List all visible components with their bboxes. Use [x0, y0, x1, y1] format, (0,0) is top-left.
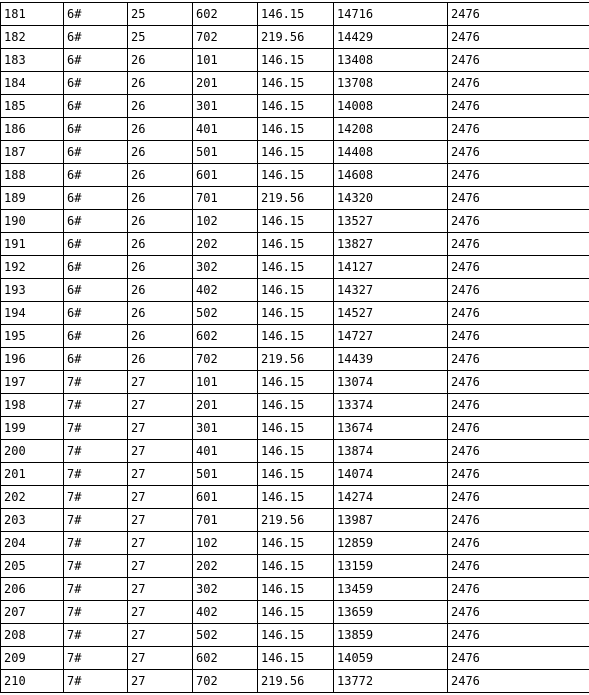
table-row: [1, 394, 589, 417]
table-cell: 146.15: [258, 463, 334, 486]
table-row: [1, 95, 589, 118]
table-cell: 146.15: [258, 486, 334, 509]
table-cell: 2476: [448, 3, 589, 26]
table-cell: 6#: [64, 118, 128, 141]
table-cell: 6#: [64, 279, 128, 302]
table-cell: 201: [193, 72, 258, 95]
table-cell: 402: [193, 601, 258, 624]
table-cell: 13859: [334, 624, 448, 647]
table-cell: 185: [1, 95, 64, 118]
table-cell: 7#: [64, 670, 128, 693]
table-cell: 6#: [64, 141, 128, 164]
table-cell: 7#: [64, 624, 128, 647]
table-cell: 219.56: [258, 670, 334, 693]
table-cell: 181: [1, 3, 64, 26]
table-cell: 146.15: [258, 118, 334, 141]
table-cell: 6#: [64, 233, 128, 256]
table-cell: 27: [128, 601, 193, 624]
table-cell: 13987: [334, 509, 448, 532]
table-cell: 14274: [334, 486, 448, 509]
table-cell: 204: [1, 532, 64, 555]
table-cell: 14727: [334, 325, 448, 348]
table-row: [1, 578, 589, 601]
table-cell: 199: [1, 417, 64, 440]
table-cell: 602: [193, 3, 258, 26]
table-cell: 27: [128, 647, 193, 670]
table-cell: 2476: [448, 118, 589, 141]
table-cell: 201: [1, 463, 64, 486]
table-cell: 13874: [334, 440, 448, 463]
table-cell: 6#: [64, 348, 128, 371]
table-cell: 208: [1, 624, 64, 647]
table-cell: 219.56: [258, 348, 334, 371]
table-cell: 195: [1, 325, 64, 348]
table-cell: 2476: [448, 394, 589, 417]
table-cell: 196: [1, 348, 64, 371]
table-cell: 13527: [334, 210, 448, 233]
table-row: [1, 233, 589, 256]
table-cell: 14408: [334, 141, 448, 164]
table-cell: 701: [193, 509, 258, 532]
table-cell: 2476: [448, 210, 589, 233]
table-cell: 14429: [334, 26, 448, 49]
table-cell: 702: [193, 670, 258, 693]
table-cell: 146.15: [258, 95, 334, 118]
table-cell: 101: [193, 49, 258, 72]
table-cell: 193: [1, 279, 64, 302]
table-cell: 7#: [64, 486, 128, 509]
table-row: [1, 26, 589, 49]
table-cell: 2476: [448, 279, 589, 302]
table-cell: 2476: [448, 164, 589, 187]
table-cell: 146.15: [258, 578, 334, 601]
table-cell: 14320: [334, 187, 448, 210]
table-row: [1, 164, 589, 187]
table-cell: 183: [1, 49, 64, 72]
table-cell: 26: [128, 233, 193, 256]
table-cell: 14439: [334, 348, 448, 371]
table-cell: 2476: [448, 72, 589, 95]
table-cell: 26: [128, 348, 193, 371]
table-cell: 6#: [64, 3, 128, 26]
table-cell: 7#: [64, 532, 128, 555]
table-cell: 2476: [448, 187, 589, 210]
table-cell: 6#: [64, 26, 128, 49]
table-cell: 202: [1, 486, 64, 509]
table-row: [1, 532, 589, 555]
table-cell: 146.15: [258, 279, 334, 302]
table-cell: 13374: [334, 394, 448, 417]
table-row: [1, 141, 589, 164]
table-cell: 2476: [448, 95, 589, 118]
table-cell: 2476: [448, 371, 589, 394]
table-cell: 102: [193, 210, 258, 233]
table-cell: 187: [1, 141, 64, 164]
table-row: [1, 624, 589, 647]
table-row: [1, 3, 589, 26]
table-cell: 27: [128, 509, 193, 532]
table-cell: 26: [128, 187, 193, 210]
table-cell: 14008: [334, 95, 448, 118]
table-cell: 27: [128, 463, 193, 486]
table-cell: 7#: [64, 509, 128, 532]
table-row: [1, 302, 589, 325]
table-cell: 206: [1, 578, 64, 601]
table-cell: 27: [128, 532, 193, 555]
table-cell: 14074: [334, 463, 448, 486]
table-cell: 190: [1, 210, 64, 233]
table-cell: 301: [193, 417, 258, 440]
table-cell: 6#: [64, 325, 128, 348]
table-cell: 602: [193, 325, 258, 348]
table-cell: 2476: [448, 486, 589, 509]
table-cell: 146.15: [258, 141, 334, 164]
table-cell: 7#: [64, 555, 128, 578]
table-cell: 502: [193, 624, 258, 647]
table-cell: 12859: [334, 532, 448, 555]
table-cell: 14527: [334, 302, 448, 325]
table-cell: 2476: [448, 532, 589, 555]
table-cell: 14608: [334, 164, 448, 187]
table-cell: 7#: [64, 417, 128, 440]
table-cell: 602: [193, 647, 258, 670]
table-cell: 6#: [64, 95, 128, 118]
table-row: [1, 647, 589, 670]
table-cell: 6#: [64, 187, 128, 210]
table-cell: 13074: [334, 371, 448, 394]
table-cell: 6#: [64, 256, 128, 279]
table-cell: 601: [193, 486, 258, 509]
table-cell: 14059: [334, 647, 448, 670]
table-cell: 26: [128, 164, 193, 187]
table-cell: 146.15: [258, 624, 334, 647]
table-cell: 6#: [64, 210, 128, 233]
table-row: [1, 279, 589, 302]
table-cell: 13159: [334, 555, 448, 578]
table-row: [1, 417, 589, 440]
table-row: [1, 256, 589, 279]
table-row: [1, 463, 589, 486]
table-cell: 6#: [64, 302, 128, 325]
table-cell: 26: [128, 72, 193, 95]
table-cell: 14327: [334, 279, 448, 302]
table-cell: 202: [193, 233, 258, 256]
table-cell: 2476: [448, 417, 589, 440]
table-row: [1, 118, 589, 141]
table-cell: 27: [128, 371, 193, 394]
table-cell: 13827: [334, 233, 448, 256]
table-cell: 13408: [334, 49, 448, 72]
table-cell: 27: [128, 578, 193, 601]
table-cell: 146.15: [258, 164, 334, 187]
table-cell: 2476: [448, 463, 589, 486]
table-cell: 203: [1, 509, 64, 532]
table-cell: 26: [128, 95, 193, 118]
table-cell: 7#: [64, 394, 128, 417]
table-cell: 146.15: [258, 417, 334, 440]
table-cell: 102: [193, 532, 258, 555]
table-cell: 701: [193, 187, 258, 210]
table-cell: 13659: [334, 601, 448, 624]
table-cell: 27: [128, 417, 193, 440]
table-cell: 146.15: [258, 325, 334, 348]
table-cell: 26: [128, 210, 193, 233]
table-row: [1, 210, 589, 233]
table-row: [1, 49, 589, 72]
table-cell: 6#: [64, 49, 128, 72]
table-cell: 101: [193, 371, 258, 394]
table-cell: 26: [128, 302, 193, 325]
table-cell: 188: [1, 164, 64, 187]
table-row: [1, 371, 589, 394]
table-row: [1, 440, 589, 463]
table-cell: 26: [128, 118, 193, 141]
table-cell: 2476: [448, 141, 589, 164]
table-cell: 2476: [448, 325, 589, 348]
table-cell: 7#: [64, 601, 128, 624]
table-cell: 7#: [64, 440, 128, 463]
table-cell: 207: [1, 601, 64, 624]
table-row: [1, 486, 589, 509]
table-cell: 26: [128, 279, 193, 302]
table-cell: 302: [193, 578, 258, 601]
table-cell: 14208: [334, 118, 448, 141]
table-cell: 7#: [64, 463, 128, 486]
table-cell: 702: [193, 26, 258, 49]
table-cell: 501: [193, 141, 258, 164]
table-cell: 27: [128, 394, 193, 417]
table-row: [1, 670, 589, 693]
table-cell: 27: [128, 670, 193, 693]
table-cell: 702: [193, 348, 258, 371]
table-cell: 202: [193, 555, 258, 578]
table-cell: 146.15: [258, 302, 334, 325]
table-cell: 27: [128, 486, 193, 509]
table-cell: 26: [128, 141, 193, 164]
table-cell: 186: [1, 118, 64, 141]
table-cell: 2476: [448, 233, 589, 256]
table-cell: 201: [193, 394, 258, 417]
table-cell: 2476: [448, 509, 589, 532]
table-cell: 502: [193, 302, 258, 325]
table-cell: 194: [1, 302, 64, 325]
table-cell: 146.15: [258, 3, 334, 26]
table-cell: 7#: [64, 371, 128, 394]
table-cell: 302: [193, 256, 258, 279]
table-cell: 146.15: [258, 371, 334, 394]
table-cell: 146.15: [258, 601, 334, 624]
table-cell: 2476: [448, 348, 589, 371]
table-cell: 197: [1, 371, 64, 394]
table-cell: 198: [1, 394, 64, 417]
table-cell: 146.15: [258, 394, 334, 417]
table-cell: 26: [128, 325, 193, 348]
table-cell: 2476: [448, 302, 589, 325]
table-cell: 25: [128, 26, 193, 49]
table-cell: 2476: [448, 670, 589, 693]
table-cell: 219.56: [258, 187, 334, 210]
table-cell: 301: [193, 95, 258, 118]
table-row: [1, 187, 589, 210]
table-cell: 7#: [64, 578, 128, 601]
table-cell: 14127: [334, 256, 448, 279]
table-row: [1, 325, 589, 348]
table-cell: 27: [128, 555, 193, 578]
table-cell: 26: [128, 49, 193, 72]
table-row: [1, 555, 589, 578]
table-cell: 2476: [448, 601, 589, 624]
table-cell: 402: [193, 279, 258, 302]
table-cell: 146.15: [258, 647, 334, 670]
table-cell: 146.15: [258, 555, 334, 578]
table-cell: 2476: [448, 256, 589, 279]
data-table: [0, 2, 589, 693]
table-row: [1, 601, 589, 624]
table-cell: 192: [1, 256, 64, 279]
table-cell: 146.15: [258, 210, 334, 233]
table-cell: 200: [1, 440, 64, 463]
table-cell: 205: [1, 555, 64, 578]
table-cell: 182: [1, 26, 64, 49]
table-cell: 2476: [448, 555, 589, 578]
table-cell: 209: [1, 647, 64, 670]
table-cell: 27: [128, 624, 193, 647]
table-cell: 146.15: [258, 256, 334, 279]
table-cell: 191: [1, 233, 64, 256]
table-cell: 25: [128, 3, 193, 26]
table-cell: 219.56: [258, 509, 334, 532]
table-cell: 501: [193, 463, 258, 486]
table-row: [1, 72, 589, 95]
table-cell: 2476: [448, 26, 589, 49]
table-cell: 146.15: [258, 532, 334, 555]
table-cell: 146.15: [258, 440, 334, 463]
table-cell: 184: [1, 72, 64, 95]
table-cell: 401: [193, 118, 258, 141]
table-cell: 601: [193, 164, 258, 187]
table-row: [1, 348, 589, 371]
table-cell: 13459: [334, 578, 448, 601]
table-cell: 13674: [334, 417, 448, 440]
table-cell: 146.15: [258, 49, 334, 72]
table-cell: 219.56: [258, 26, 334, 49]
table-body: [1, 3, 589, 693]
table-cell: 189: [1, 187, 64, 210]
table-cell: 13708: [334, 72, 448, 95]
table-cell: 26: [128, 256, 193, 279]
table-cell: 401: [193, 440, 258, 463]
table-cell: 27: [128, 440, 193, 463]
table-cell: 6#: [64, 164, 128, 187]
table-cell: 6#: [64, 72, 128, 95]
table-cell: 146.15: [258, 233, 334, 256]
table-cell: 14716: [334, 3, 448, 26]
table-cell: 146.15: [258, 72, 334, 95]
table-cell: 210: [1, 670, 64, 693]
table-cell: 2476: [448, 440, 589, 463]
table-cell: 13772: [334, 670, 448, 693]
table-cell: 2476: [448, 578, 589, 601]
table-cell: 2476: [448, 49, 589, 72]
table-cell: 2476: [448, 647, 589, 670]
table-row: [1, 509, 589, 532]
table-cell: 2476: [448, 624, 589, 647]
table-cell: 7#: [64, 647, 128, 670]
